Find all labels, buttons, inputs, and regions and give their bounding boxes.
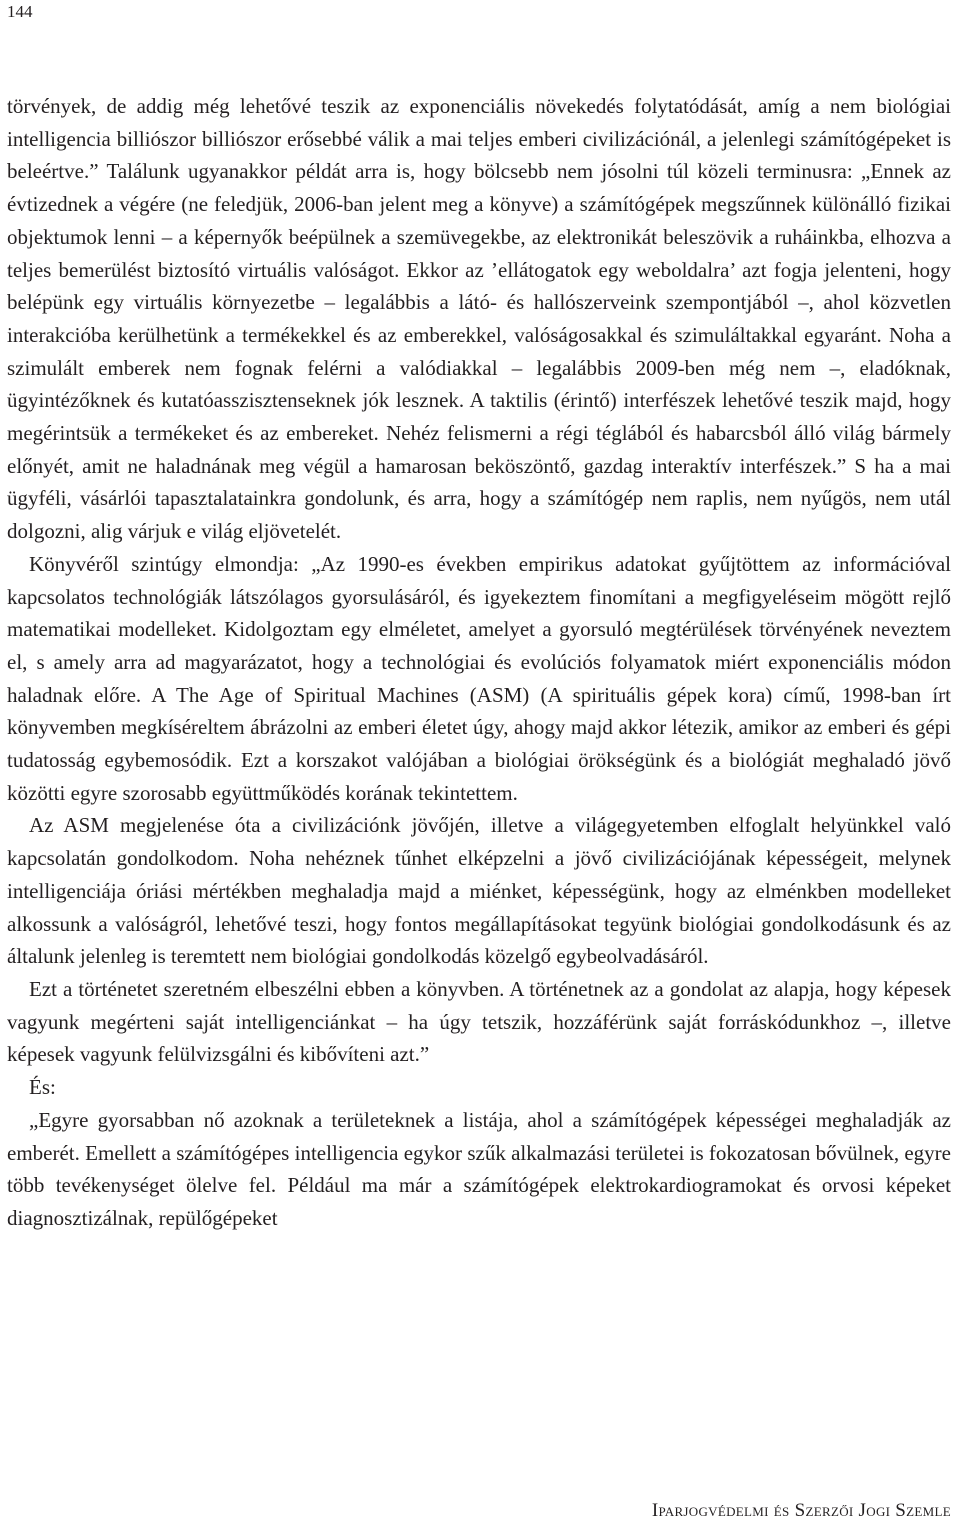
paragraph: És: — [29, 1075, 56, 1100]
paragraph: Ezt a történetet szeretném elbeszélni ebben a könyvben. A történetnek az a gondolat az alapja, hogy képesek vagyunk megérteni saját intelligenciánkat – ha úgy tetszik, hozzáférünk saját forráskódunkhoz –, illetve képesek vagyunk felülvizsgálni és kibővíteni azt.” — [7, 976, 951, 1067]
journal-footer: Iparjogvédelmi és Szerzői Jogi Szemle — [651, 1500, 951, 1521]
page-number: 144 — [7, 2, 33, 21]
paragraph: Könyvéről szintúgy elmondja: „Az 1990-es években empirikus adatokat gyűjtöttem az információval kapcsolatos technológiák látszólagos gyorsulásáról, és igyekeztem finomítani a megfigyeléseim mögött rejlő matematikai modelleket. Kidolgoztam egy elméletet, amelyet a gyorsuló megtérülések törvényének neveztem el, s amely arra ad magyarázatot, hogy a technológiai és evolúciós folyamatok miért exponenciális módon haladnak előre. A The Age of Spiritual Machines (ASM) (A spirituális gépek kora) című, 1998-ban írt könyvemben megkíséreltem ábrázolni az emberi életet úgy, ahogy majd akkor létezik, amikor az emberi és gépi tudatosság egybemosódik. Ezt a korszakot valójában a biológiai örökségünk és a biológiát meghaladó jövő közötti egyre szorosabb együttműködés korának tekintettem. — [7, 551, 951, 805]
paragraph: Az ASM megjelenése óta a civilizációnk jövőjén, illetve a világegyetemben elfoglalt helyünkkel való kapcsolatán gondolkodom. Noha nehéznek tűnhet elképzelni a jövő civilizációjának képességeit, melynek intelligenciája óriási mértékben meghaladja majd a miénket, képességünk, hogy az elménkben modelleket alkossunk a valóságról, lehetővé teszi, hogy fontos megállapításokat tegyünk biológiai gondolkodásunk és az általunk jelenleg is teremtett nem biológiai gondolkodás közelgő egybeolvadásáról. — [7, 813, 951, 969]
paragraph: törvények, de addig még lehetővé teszik az exponenciális növekedés folytatódását, amíg a nem biológiai intelligencia billiószor billiószor erősebbé válik a mai teljes emberi civilizációnál, a jelenlegi számítógépeket is beleértve.” Találunk ugyanakkor példát arra is, hogy bölcsebb nem jósolni túl közeli terminusra: „Ennek az évtizednek a végére (ne feledjük, 2006-ban jelent meg a könyve) a számítógépek megszűnnek különálló fizikai objektumok lenni – a képernyők beépülnek a szemüvegekbe, az elektronikát beleszövik a ruháinkba, elhozva a teljes bemerülést biztosító virtuális valóságot. Ekkor az ’ellátogatok egy weboldalra’ azt fogja jelenteni, hogy belépünk egy virtuális környezetbe – legalábbis a látó- és hallószerveink szempontjából –, ahol közvetlen interakcióba kerülhetünk a termékekkel és az emberekkel, valóságosakkal és szimuláltakkal egyaránt. Noha a szimulált emberek nem fognak felérni a valódiakkal – legalábbis 2009-ben még nem –, eladóknak, ügyintézőknek és kutatóasszisztenseknek jók lesznek. A taktilis (érintő) interfészek lehetővé teszik majd, hogy megérintsük a termékeket és az embereket. Nehéz felismerni a régi téglából és habarcsból álló világ bármely előnyét, amit ne haladnának meg végül a hamarosan beköszöntő, gazdag interaktív interfészek.” S ha a mai ügyféli, vásárlói tapasztalatainkra gondolunk, és arra, hogy a számítógép nem raplis, nem nyűgös, nem utál dolgozni, alig várjuk e világ eljövetelét. — [7, 94, 951, 544]
paragraph: „Egyre gyorsabban nő azoknak a területeknek a listája, ahol a számítógépek képességei meghaladják az emberét. Emellett a számítógépes intelligencia egykor szűk alkalmazási területei is fokozatosan bővülnek, egyre több tevékenységet ölelve fel. Például ma már a számítógépek elektrokardiogramokat és orvosi képeket diagnosztizálnak, repülőgépeket — [7, 1107, 951, 1230]
body-text — [7, 90, 951, 1235]
